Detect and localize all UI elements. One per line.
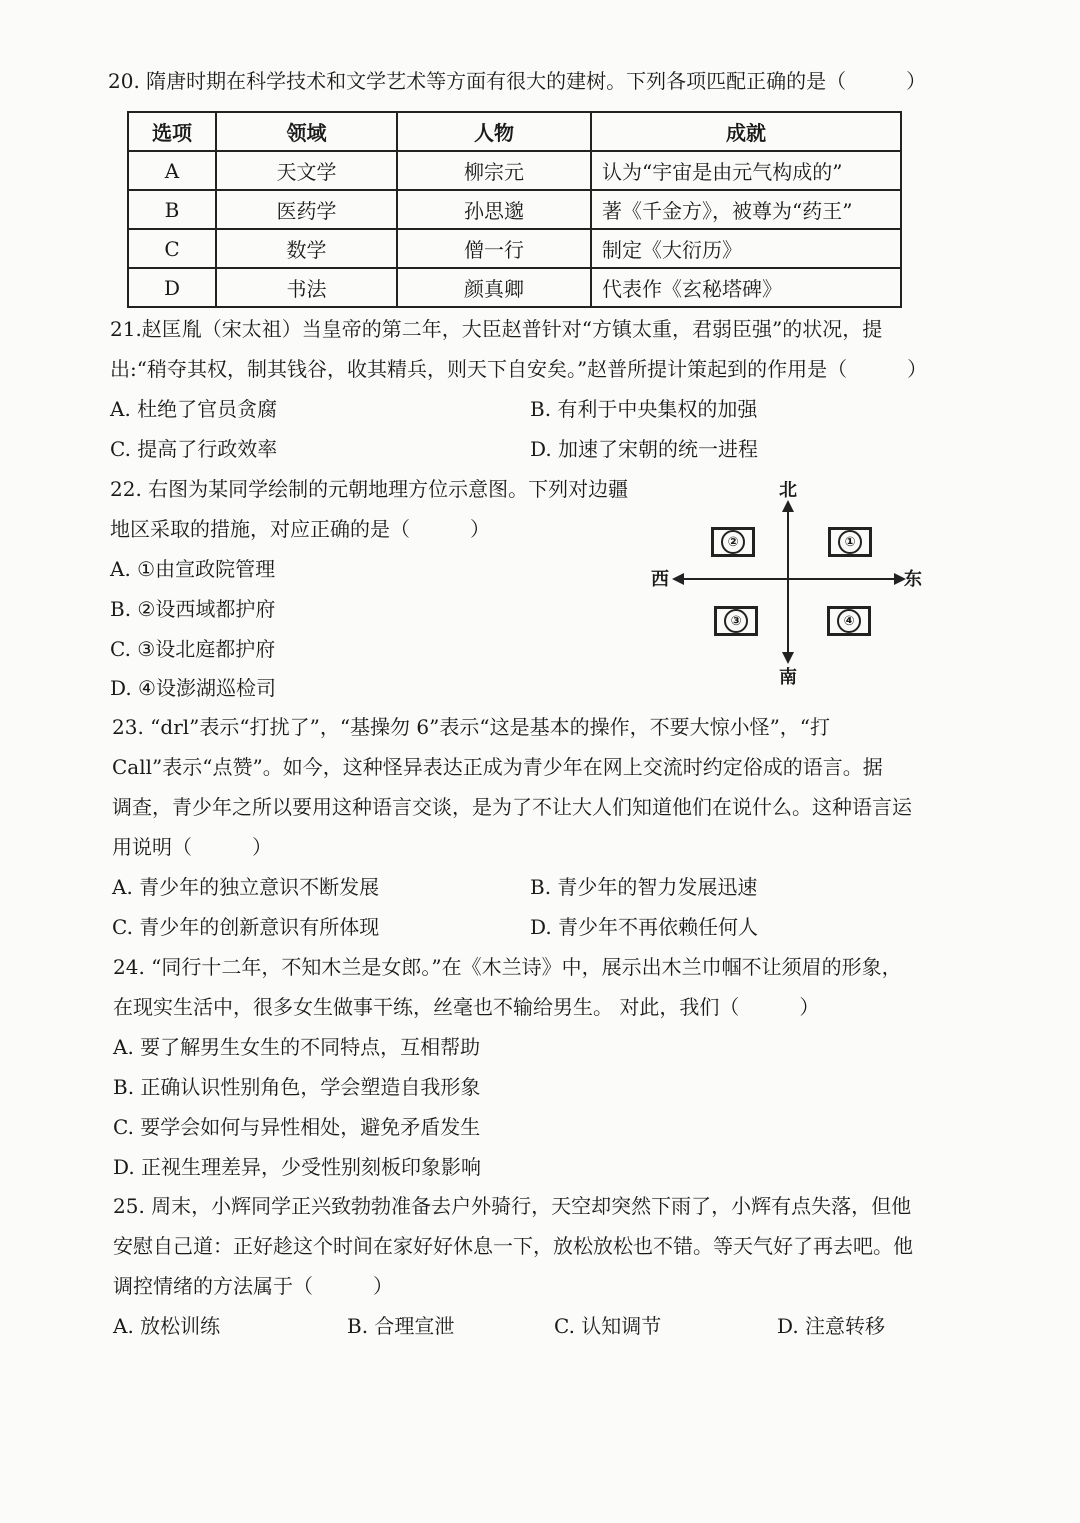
q22-stem-line: 地区采取的措施，对应正确的是（ ） [110, 517, 490, 541]
west-east-axis [682, 578, 896, 580]
table-cell: 僧一行 [397, 229, 591, 268]
q21-option-a[interactable]: A. 杜绝了官员贪腐 [110, 397, 278, 421]
north-south-axis [787, 506, 789, 656]
q21-option-c[interactable]: C. 提高了行政效率 [110, 437, 278, 461]
table-cell: 颜真卿 [397, 268, 591, 307]
table-cell: 孙思邈 [397, 190, 591, 229]
table-cell: 认为“宇宙是由元气构成的” [591, 151, 901, 190]
q22-option-d[interactable]: D. ④设澎湖巡检司 [110, 676, 276, 700]
table-cell: C [128, 229, 216, 268]
region-box-3: ③ [714, 606, 758, 636]
q23-option-a[interactable]: A. 青少年的独立意识不断发展 [112, 875, 380, 899]
q24-option-a[interactable]: A. 要了解男生女生的不同特点，互相帮助 [113, 1035, 481, 1059]
q23-stem-line: Call”表示“点赞”。如今，这种怪异表达正成为青少年在网上交流时约定俗成的语言。据 [112, 755, 883, 779]
table-cell: 制定《大衍历》 [591, 229, 901, 268]
q22-option-c[interactable]: C. ③设北庭都护府 [110, 637, 276, 661]
table-cell: 著《千金方》，被尊为“药王” [591, 190, 901, 229]
q23-option-c[interactable]: C. 青少年的创新意识有所体现 [112, 915, 380, 939]
q24-stem-line: 24. “同行十二年，不知木兰是女郎。”在《木兰诗》中，展示出木兰巾帼不让须眉的形象， [113, 955, 902, 979]
table-cell: B [128, 190, 216, 229]
q23-stem-line: 23. “drl”表示“打扰了”，“基操勿 6”表示“这是基本的操作，不要大惊小怪”，“打 [112, 715, 831, 739]
region-box-2: ② [711, 527, 755, 557]
q24-option-b[interactable]: B. 正确认识性别角色，学会塑造自我形象 [113, 1075, 481, 1099]
q20-table [127, 111, 902, 308]
table-header-row [128, 112, 901, 151]
q24-option-d[interactable]: D. 正视生理差异，少受性别刻板印象影响 [113, 1155, 482, 1179]
q22-option-b[interactable]: B. ②设西域都护府 [110, 597, 276, 621]
q21-option-d[interactable]: D. 加速了宋朝的统一进程 [530, 437, 759, 461]
q23-stem-line: 用说明（ ） [112, 835, 272, 859]
q25-stem-line: 调控情绪的方法属于（ ） [113, 1274, 393, 1298]
arrow-up-icon [782, 500, 794, 512]
table-cell: 代表作《玄秘塔碑》 [591, 268, 901, 307]
q23-option-b[interactable]: B. 青少年的智力发展迅速 [530, 875, 758, 899]
region-box-4: ④ [827, 606, 871, 636]
yuan-direction-diagram [640, 478, 940, 693]
table-cell: D [128, 268, 216, 307]
label-east: 东 [904, 569, 922, 590]
q20-stem: 20. 隋唐时期在科学技术和文学艺术等方面有很大的建树。下列各项匹配正确的是（ ） [108, 69, 927, 93]
q25-option-b[interactable]: B. 合理宣泄 [347, 1314, 455, 1338]
q21-stem-line: 21.赵匡胤（宋太祖）当皇帝的第二年，大臣赵普针对“方镇太重，君弱臣强”的状况，提 [110, 317, 883, 341]
q25-stem-line: 安慰自己道：正好趁这个时间在家好好休息一下，放松放松也不错。等天气好了再去吧。他 [113, 1234, 913, 1258]
table-cell: 医药学 [216, 190, 397, 229]
table-cell: 柳宗元 [397, 151, 591, 190]
table-row [128, 151, 901, 190]
q21-option-b[interactable]: B. 有利于中央集权的加强 [530, 397, 758, 421]
q25-option-d[interactable]: D. 注意转移 [777, 1314, 886, 1338]
table-row [128, 268, 901, 307]
label-north: 北 [779, 480, 797, 501]
q21-stem-line: 出:“稍夺其权，制其钱谷，收其精兵，则天下自安矣。”赵普所提计策起到的作用是（ ） [110, 357, 928, 381]
q24-stem-line: 在现实生活中，很多女生做事干练，丝毫也不输给男生。 对此，我们（ ） [113, 995, 820, 1019]
table-header: 领域 [216, 112, 397, 151]
table-cell: A [128, 151, 216, 190]
table-header: 人物 [397, 112, 591, 151]
table-cell: 数学 [216, 229, 397, 268]
table-row [128, 190, 901, 229]
table-cell: 书法 [216, 268, 397, 307]
q23-option-d[interactable]: D. 青少年不再依赖任何人 [530, 915, 759, 939]
label-west: 西 [651, 569, 669, 590]
q25-stem-line: 25. 周末，小辉同学正兴致勃勃准备去户外骑行，天空却突然下雨了，小辉有点失落，但他 [113, 1194, 912, 1218]
q25-option-c[interactable]: C. 认知调节 [554, 1314, 662, 1338]
table-header: 选项 [128, 112, 216, 151]
region-box-1: ① [828, 527, 872, 557]
q22-option-a[interactable]: A. ①由宣政院管理 [110, 557, 276, 581]
arrow-down-icon [782, 652, 794, 664]
table-cell: 天文学 [216, 151, 397, 190]
label-south: 南 [779, 667, 797, 688]
q24-option-c[interactable]: C. 要学会如何与异性相处，避免矛盾发生 [113, 1115, 481, 1139]
table-row [128, 229, 901, 268]
q23-stem-line: 调查，青少年之所以要用这种语言交谈，是为了不让大人们知道他们在说什么。这种语言运 [112, 795, 912, 819]
arrow-left-icon [672, 573, 684, 585]
q22-stem-line: 22. 右图为某同学绘制的元朝地理方位示意图。下列对边疆 [110, 477, 629, 501]
table-header: 成就 [591, 112, 901, 151]
q25-option-a[interactable]: A. 放松训练 [113, 1314, 221, 1338]
